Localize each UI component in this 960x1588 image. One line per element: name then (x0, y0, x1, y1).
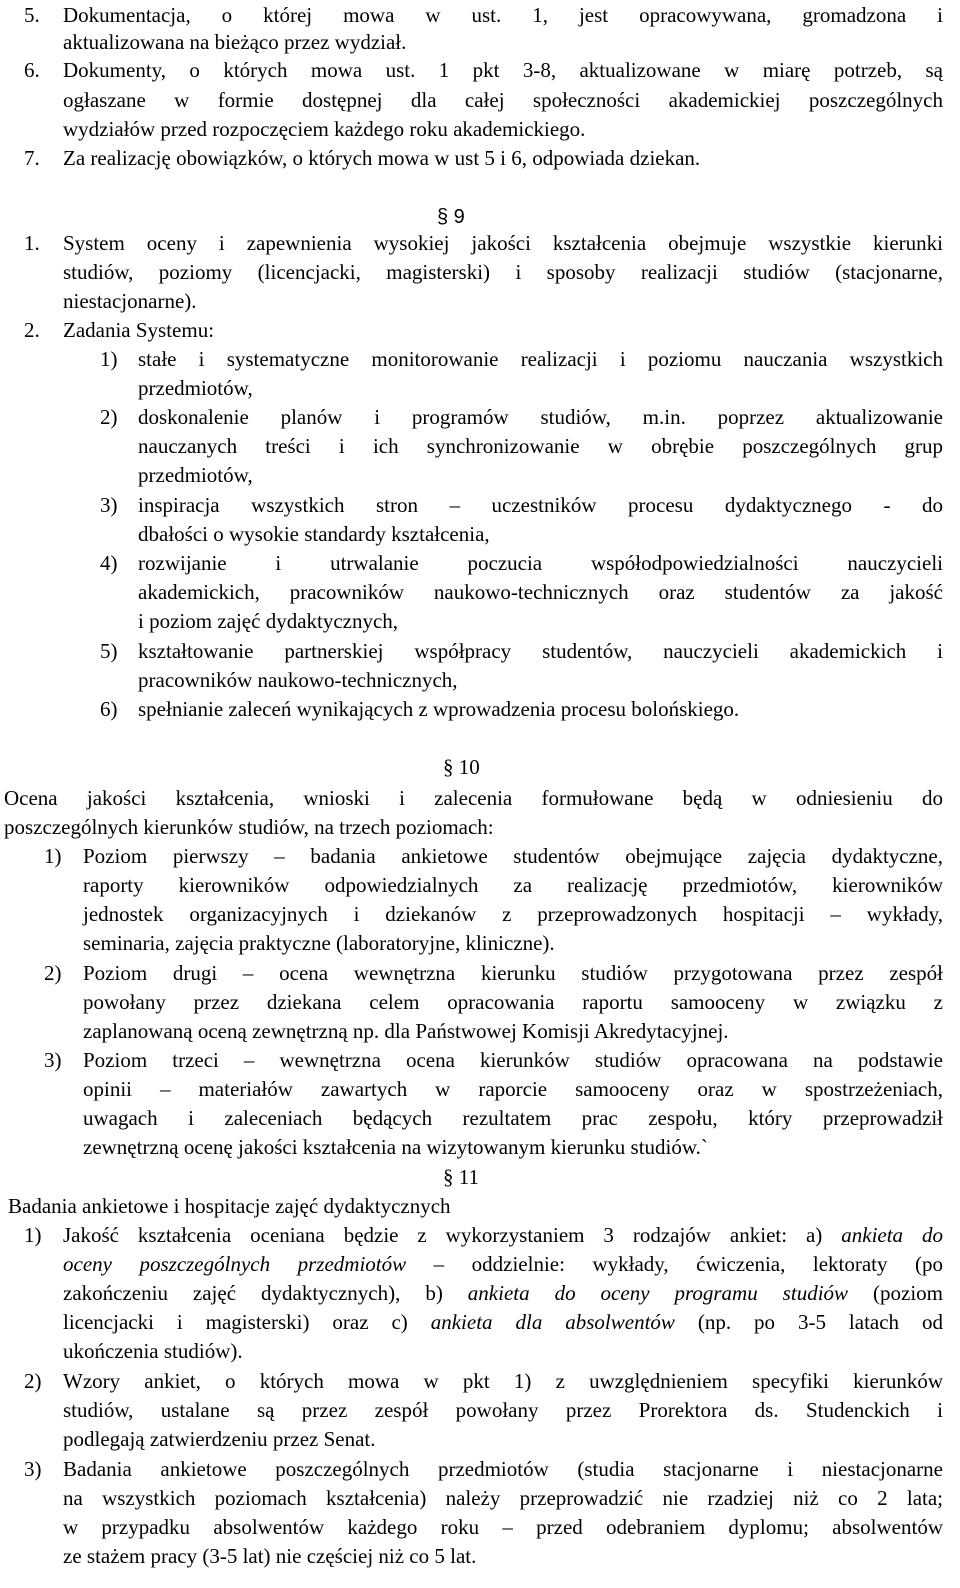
list-number: 1) (24, 1223, 42, 1247)
paragraph-line: doskonalenie planów i programów studiów, m.in. poprzez aktualizowanie (138, 405, 943, 429)
paragraph-line: nauczanych treści i ich synchronizowanie w obrębie poszczególnych grup (138, 434, 943, 458)
paragraph-line: System oceny i zapewnienia wysokiej jakości kształcenia obejmuje wszystkie kierunki (63, 231, 943, 255)
paragraph-line: ze stażem pracy (3-5 lat) nie częściej niż co 5 lat. (63, 1544, 477, 1568)
paragraph-line: inspiracja wszystkich stron – uczestników procesu dydaktycznego - do (138, 493, 943, 517)
paragraph-line: niestacjonarne). (63, 289, 197, 313)
paragraph-line: kształtowanie partnerskiej współpracy studentów, nauczycieli akademickich i (138, 639, 943, 663)
paragraph-line: przedmiotów, (138, 463, 253, 487)
paragraph-line: na wszystkich poziomach kształcenia) należy przeprowadzić nie rzadziej niż co 2 lata; (63, 1486, 943, 1510)
paragraph-line: pracowników naukowo-technicznych, (138, 668, 458, 692)
paragraph-line: ogłaszane w formie dostępnej dla całej społeczności akademickiej poszczególnych (63, 88, 943, 112)
paragraph-line: przedmiotów, (138, 376, 253, 400)
paragraph-line: aktualizowana na bieżąco przez wydział. (63, 30, 407, 54)
list-number: 1) (100, 347, 118, 371)
paragraph-line: ukończenia studiów). (63, 1339, 243, 1363)
list-number: 3) (100, 493, 118, 517)
paragraph-line: Dokumentacja, o której mowa w ust. 1, jest opracowywana, gromadzona i (63, 3, 943, 27)
paragraph-line: zewnętrzną ocenę jakości kształcenia na wizytowanym kierunku studiów.` (83, 1135, 708, 1159)
paragraph-line: seminaria, zajęcia praktyczne (laboratoryjne, kliniczne). (83, 931, 555, 955)
list-number: 1. (24, 231, 40, 255)
paragraph-line: dbałości o wysokie standardy kształcenia, (138, 522, 490, 546)
section-heading: § 11 (443, 1165, 479, 1189)
paragraph-line: Ocena jakości kształcenia, wnioski i zalecenia formułowane będą w odniesieniu do (4, 786, 943, 810)
paragraph-line: Badania ankietowe i hospitacje zajęć dydaktycznych (8, 1194, 451, 1218)
paragraph-line: powołany przez dziekana celem opracowania raportu samooceny w związku z (83, 990, 943, 1014)
paragraph-line: Badania ankietowe poszczególnych przedmiotów (studia stacjonarne i niestacjonarne (63, 1457, 943, 1481)
paragraph-line: Dokumenty, o których mowa ust. 1 pkt 3-8, aktualizowane w miarę potrzeb, są (63, 58, 943, 82)
paragraph-line: studiów, poziomy (licencjacki, magisterski) i sposoby realizacji studiów (stacjonarne, (63, 260, 943, 284)
paragraph-line: oceny poszczególnych przedmiotów – oddzielnie: wykłady, ćwiczenia, lektoraty (po (63, 1252, 943, 1276)
section-heading: § 10 (443, 755, 480, 779)
list-number: 7. (24, 146, 40, 170)
list-number: 2. (24, 318, 40, 342)
paragraph-line: zakończeniu zajęć dydaktycznych), b) ankieta do oceny programu studiów (poziom (63, 1281, 943, 1305)
list-number: 6) (100, 697, 118, 721)
paragraph-line: Za realizację obowiązków, o których mowa w ust 5 i 6, odpowiada dziekan. (63, 146, 701, 170)
paragraph-line: opinii – materiałów zawartych w raporcie samooceny oraz w spostrzeżeniach, (83, 1077, 943, 1101)
paragraph-line: studiów, ustalane są przez zespół powołany przez Prorektora ds. Studenckich i (63, 1398, 943, 1422)
paragraph-line: Wzory ankiet, o których mowa w pkt 1) z uwzględnieniem specyfiki kierunków (63, 1369, 943, 1393)
paragraph-line: akademickich, pracowników naukowo-technicznych oraz studentów za jakość (138, 580, 943, 604)
list-number: 3) (24, 1457, 42, 1481)
paragraph-line: spełnianie zaleceń wynikających z wprowadzenia procesu bolońskiego. (138, 697, 740, 721)
section-heading: § 9 (437, 206, 465, 228)
paragraph-line: Poziom pierwszy – badania ankietowe studentów obejmujące zajęcia dydaktyczne, (83, 844, 943, 868)
paragraph-line: Poziom drugi – ocena wewnętrzna kierunku studiów przygotowana przez zespół (83, 961, 943, 985)
paragraph-line: zaplanowaną oceną zewnętrzną np. dla Państwowej Komisji Akredytacyjnej. (83, 1019, 729, 1043)
paragraph-line: w przypadku absolwentów każdego roku – przed odebraniem dyplomu; absolwentów (63, 1515, 943, 1539)
paragraph-line: poszczególnych kierunków studiów, na trzech poziomach: (4, 815, 494, 839)
paragraph-line: rozwijanie i utrwalanie poczucia współodpowiedzialności nauczycieli (138, 551, 943, 575)
paragraph-line: jednostek organizacyjnych i dziekanów z przeprowadzonych hospitacji – wykłady, (83, 902, 943, 926)
paragraph-line: raporty kierowników odpowiedzialnych za realizację przedmiotów, kierowników (83, 873, 943, 897)
list-number: 2) (100, 405, 118, 429)
list-number: 1) (44, 844, 62, 868)
list-number: 5) (100, 639, 118, 663)
paragraph-line: licencjacki i magisterski) oraz c) ankieta dla absolwentów (np. po 3-5 latach od (63, 1310, 943, 1334)
list-number: 3) (44, 1048, 62, 1072)
list-number: 6. (24, 58, 40, 82)
paragraph-line: Zadania Systemu: (63, 318, 215, 342)
list-number: 4) (100, 551, 118, 575)
paragraph-line: uwagach i zaleceniach będących rezultatem prac zespołu, który przeprowadził (83, 1106, 943, 1130)
paragraph-line: wydziałów przed rozpoczęciem każdego roku akademickiego. (63, 117, 586, 141)
list-number: 2) (24, 1369, 42, 1393)
list-number: 2) (44, 961, 62, 985)
paragraph-line: Jakość kształcenia oceniana będzie z wykorzystaniem 3 rodzajów ankiet: a) ankieta do (63, 1223, 943, 1247)
paragraph-line: i poziom zajęć dydaktycznych, (138, 609, 399, 633)
list-number: 5. (24, 3, 40, 27)
paragraph-line: Poziom trzeci – wewnętrzna ocena kierunków studiów opracowana na podstawie (83, 1048, 943, 1072)
paragraph-line: podlegają zatwierdzeniu przez Senat. (63, 1427, 376, 1451)
paragraph-line: stałe i systematyczne monitorowanie realizacji i poziomu nauczania wszystkich (138, 347, 943, 371)
